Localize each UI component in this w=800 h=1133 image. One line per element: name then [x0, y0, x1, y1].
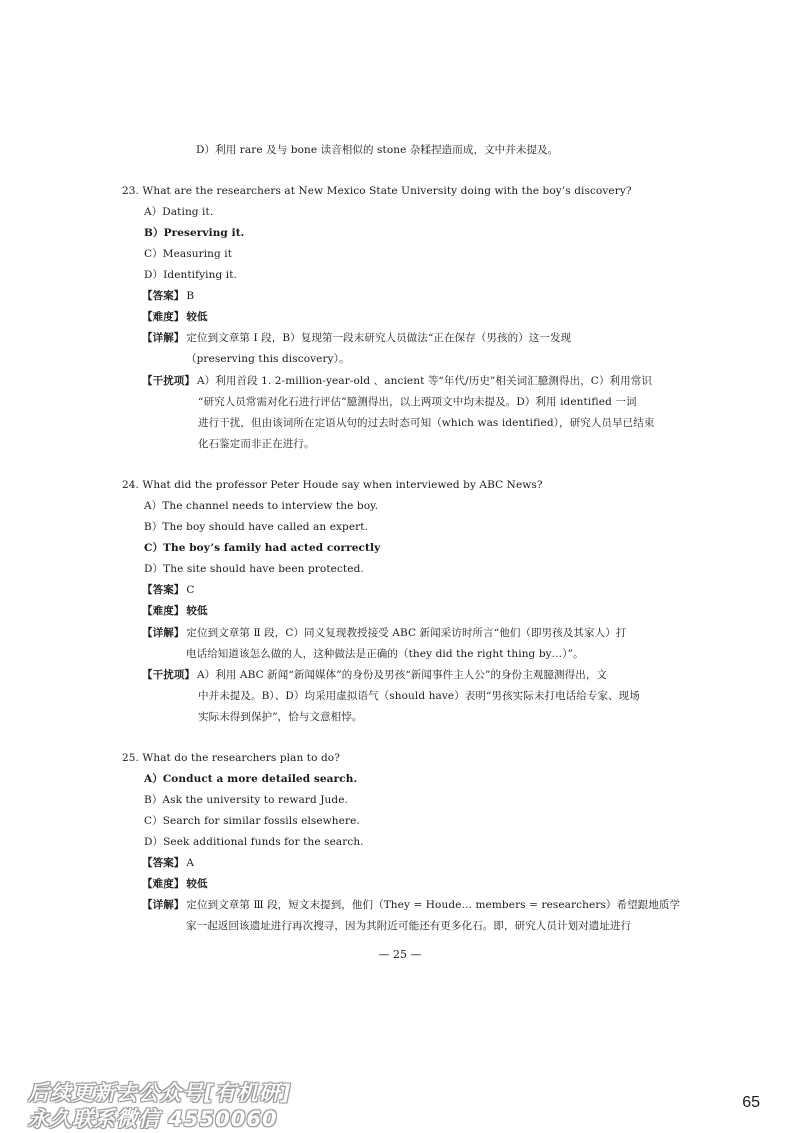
- difficulty-value: 较低: [186, 311, 208, 323]
- q24-answer: [142, 583, 195, 597]
- q23-question: 23. What are the researchers at New Mexico State University doing with the boy’s discovery?: [122, 185, 632, 197]
- detail-label: 【详解】: [142, 332, 185, 344]
- q23-distractor-line: 进行干扰，但由该词所在定语从句的过去时态可知（which was identified），研究人员早已结束: [198, 417, 655, 429]
- q24-distractor: [142, 668, 607, 682]
- difficulty-label: 【难度】: [142, 311, 185, 323]
- q23-option-d: D）Identifying it.: [144, 269, 237, 281]
- q23-option-c: C）Measuring it: [144, 248, 233, 260]
- answer-value: C: [186, 584, 195, 596]
- q25-detail-line: 家一起返回该遗址进行再次搜寻，因为其附近可能还有更多化石。即，研究人员计划对遗址进行: [186, 920, 632, 932]
- page-marker: — 25 —: [378, 948, 422, 961]
- q25-option-b: B）Ask the university to reward Jude.: [144, 794, 348, 806]
- q25-question: 25. What do the researchers plan to do?: [122, 752, 340, 764]
- prev-question-option-d: D）利用 rare 及与 bone 读音相似的 stone 杂糅捏造而成，文中并未提及。: [196, 144, 559, 156]
- q24-difficulty: [142, 604, 208, 618]
- answer-value: A: [186, 857, 195, 869]
- q24-option-a: A）The channel needs to interview the boy.: [144, 500, 379, 512]
- q24-distractor-line: 实际未得到保护”，恰与文意相悖。: [198, 711, 363, 723]
- answer-value: B: [186, 290, 195, 302]
- distractor-label: 【干扰项】: [142, 669, 195, 681]
- q23-difficulty: [142, 310, 208, 324]
- q25-option-c: C）Search for similar fossils elsewhere.: [144, 815, 360, 827]
- answer-label: 【答案】: [142, 584, 185, 596]
- watermark-line-2: 永久联系微信 4550060: [28, 1107, 278, 1131]
- detail-label: 【详解】: [142, 627, 185, 639]
- q24-detail-line: 电话给知道该怎么做的人，这种做法是正确的（they did the right thing by…）”。: [186, 648, 584, 660]
- q24-detail: [142, 626, 626, 640]
- difficulty-label: 【难度】: [142, 605, 185, 617]
- q25-option-a: A）Conduct a more detailed search.: [144, 773, 358, 785]
- q23-answer: [142, 289, 194, 303]
- q23-option-a: A）Dating it.: [144, 206, 214, 218]
- distractor-text: A）利用首段 1. 2-million-year-old 、ancient 等“年代/历史”相关词汇臆测得出，C）利用常识: [197, 375, 652, 387]
- answer-label: 【答案】: [142, 857, 185, 869]
- q25-detail: [142, 898, 680, 912]
- q24-option-b: B）The boy should have called an expert.: [144, 521, 369, 533]
- q23-detail: [142, 331, 571, 345]
- q25-answer: [142, 856, 194, 870]
- distractor-text: A）利用 ABC 新闻“新闻媒体”的身份及男孩“新闻事件主人公”的身份主观臆测得出，文: [197, 669, 608, 681]
- q24-option-c: C）The boy’s family had acted correctly: [144, 542, 381, 554]
- detail-text: 定位到文章第 I 段，B）复现第一段末研究人员做法“正在保存（男孩的）这一发现: [186, 332, 572, 344]
- q23-detail-line: （preserving this discovery）。: [186, 353, 350, 365]
- detail-text: 定位到文章第 Ⅱ 段，C）同义复现教授接受 ABC 新闻采访时所言“他们（即男孩及其家人）打: [186, 627, 627, 639]
- q23-distractor: [142, 374, 652, 388]
- difficulty-value: 较低: [186, 878, 208, 890]
- q25-difficulty: [142, 877, 208, 891]
- q24-question: 24. What did the professor Peter Houde say when interviewed by ABC News?: [122, 479, 543, 491]
- detail-text: 定位到文章第 Ⅲ 段，短文末提到，他们（They = Houde… members = researchers）希望跟地质学: [186, 899, 681, 911]
- distractor-label: 【干扰项】: [142, 375, 195, 387]
- page-number: 65: [742, 1094, 760, 1111]
- q25-option-d: D）Seek additional funds for the search.: [144, 836, 364, 848]
- q23-option-b: B）Preserving it.: [144, 227, 245, 239]
- q24-option-d: D）The site should have been protected.: [144, 563, 364, 575]
- difficulty-label: 【难度】: [142, 878, 185, 890]
- q24-distractor-line: 中并未提及。B）、D）均采用虚拟语气（should have）表明“男孩实际未打电话给专家、现场: [198, 690, 640, 702]
- detail-label: 【详解】: [142, 899, 185, 911]
- answer-label: 【答案】: [142, 290, 185, 302]
- q23-distractor-line: “研究人员常需对化石进行评估”臆测得出，以上两项文中均未提及。D）利用 identified 一词: [198, 396, 637, 408]
- q23-distractor-line: 化石鉴定而非正在进行。: [198, 438, 315, 450]
- watermark-line-1: 后续更新去公众号[有机研]: [28, 1081, 292, 1105]
- difficulty-value: 较低: [186, 605, 208, 617]
